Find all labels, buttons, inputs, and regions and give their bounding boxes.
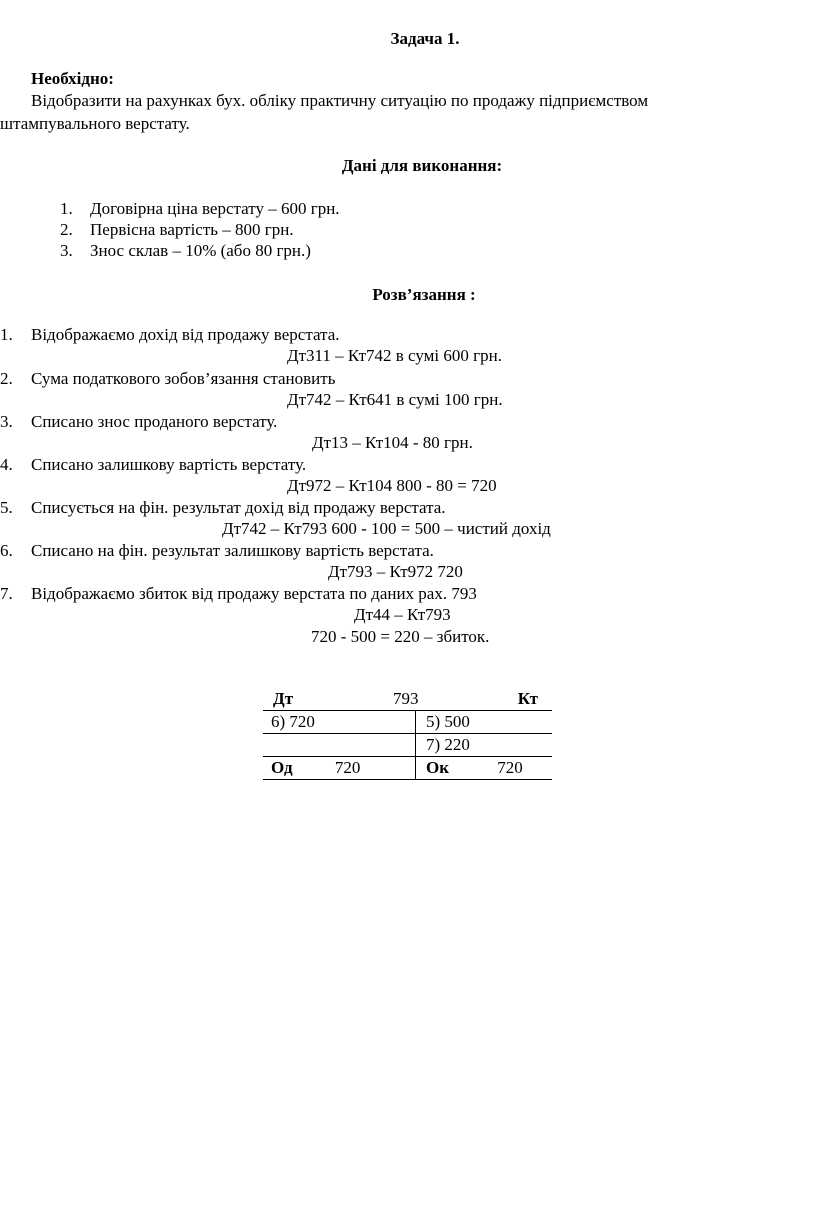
step-num: 6. — [0, 541, 13, 560]
t-account-credit-entry: 7) 220 — [416, 734, 553, 757]
t-account-turnover-row — [263, 757, 552, 780]
given-heading: Дані для виконання: — [341, 156, 503, 175]
required-text-line1: Відобразити на рахунках бух. обліку практичну ситуацію по продажу підприємством — [31, 91, 649, 110]
turnover-credit-label: Ок — [426, 758, 450, 777]
required-heading: Необхідно: — [31, 69, 114, 88]
step-text: Відображаємо збиток від продажу верстата по даних рах. 793 — [31, 584, 477, 603]
t-account-row — [263, 711, 552, 734]
t-account-credit-entry: 5) 500 — [416, 711, 553, 734]
turnover-credit-value: 720 — [497, 758, 523, 777]
given-item-num: 2. — [60, 220, 73, 239]
given-item-text: Знос склав – 10% (або 80 грн.) — [90, 241, 311, 260]
t-account-row — [263, 734, 552, 757]
t-account-number: 793 — [393, 689, 419, 708]
given-item-num: 1. — [60, 199, 73, 218]
t-account-table — [263, 688, 552, 780]
t-account-debit-entry: 6) 720 — [263, 711, 416, 734]
step-num: 1. — [0, 325, 13, 344]
step-text: Списано залишкову вартість верстату. — [31, 455, 307, 474]
step-num: 3. — [0, 412, 13, 431]
t-account-debit-entry — [263, 734, 416, 757]
step-entry: Дт742 – Кт793 600 - 100 = 500 – чистий дохід — [222, 519, 551, 538]
required-text-line2: штампувального верстату. — [0, 114, 190, 133]
step-text: Сума податкового зобов’язання становить — [31, 369, 336, 388]
step-entry: Дт972 – Кт104 800 - 80 = 720 — [287, 476, 497, 495]
given-item-num: 3. — [60, 241, 73, 260]
step-text: Відображаємо дохід від продажу верстата. — [31, 325, 340, 344]
step-entry: Дт13 – Кт104 - 80 грн. — [312, 433, 473, 452]
t-account-header — [263, 688, 552, 711]
step-text: Списано знос проданого верстату. — [31, 412, 278, 431]
step-num: 5. — [0, 498, 13, 517]
given-item-text: Договірна ціна верстату – 600 грн. — [90, 199, 340, 218]
step-num: 4. — [0, 455, 13, 474]
step-entry: Дт793 – Кт972 720 — [328, 562, 463, 581]
step-text: Списується на фін. результат дохід від продажу верстата. — [31, 498, 446, 517]
step-num: 7. — [0, 584, 13, 603]
step-entry: Дт311 – Кт742 в сумі 600 грн. — [287, 346, 502, 365]
step-entry-result: 720 - 500 = 220 – збиток. — [311, 627, 490, 646]
turnover-debit-label: Од — [271, 758, 293, 777]
turnover-debit-value: 720 — [334, 758, 361, 777]
step-entry: Дт742 – Кт641 в сумі 100 грн. — [287, 390, 503, 409]
given-item-text: Первісна вартість – 800 грн. — [90, 220, 294, 239]
step-text: Списано на фін. результат залишкову вартість верстата. — [31, 541, 434, 560]
step-num: 2. — [0, 369, 13, 388]
solution-heading: Розв’язання : — [372, 285, 476, 304]
step-entry: Дт44 – Кт793 — [354, 605, 451, 624]
t-account-debit-label: Дт — [273, 689, 294, 708]
t-account-credit-label: Кт — [517, 689, 538, 708]
page-title: Задача 1. — [390, 29, 460, 48]
